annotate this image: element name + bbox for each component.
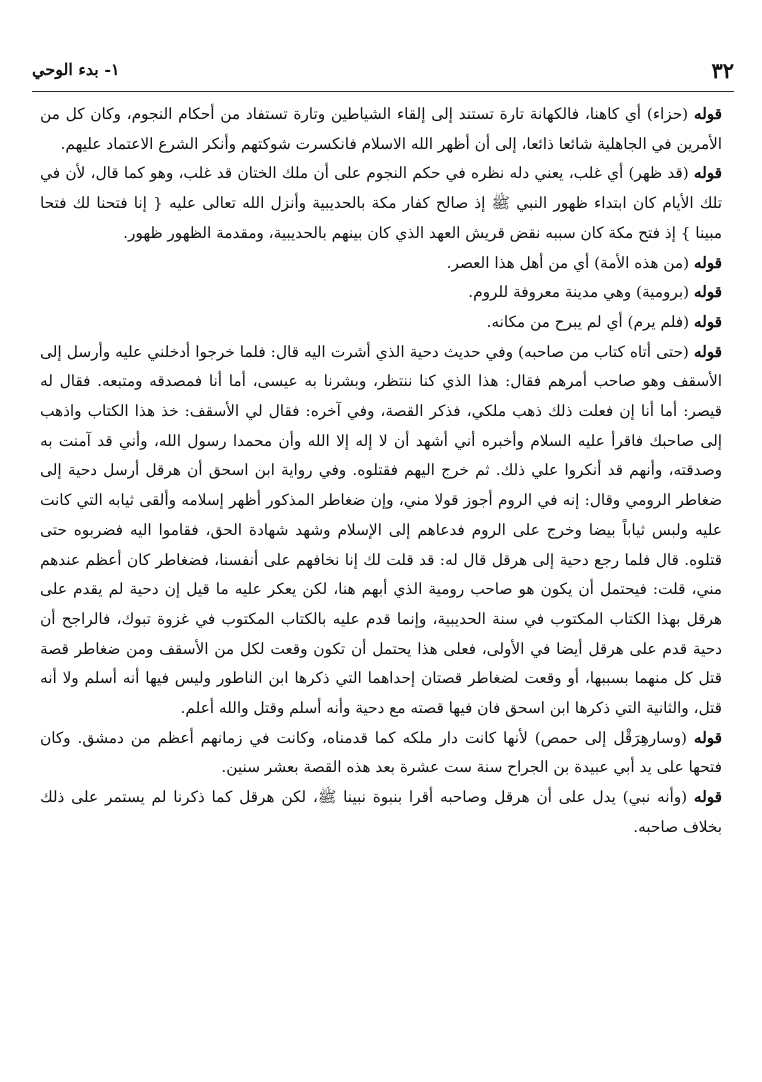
paragraph-text: (من هذه الأمة) أي من أهل هذا العصر. bbox=[446, 253, 694, 272]
paragraph-text: (حزاء) أي كاهنا، فالكهانة تارة تستند إلى إلقاء الشياطين وتارة تستفاد من أحكام النجوم، وكان كل من الأمرين في الجاهلية شائعا ذائعا، إلى أن أظهر الله الاسلام فانكسرت شوكتهم وأنكر الشرع الاعتماد عليهم. bbox=[40, 105, 722, 153]
paragraph bbox=[40, 783, 722, 842]
paragraph-text: (برومية) وهي مدينة معروفة للروم. bbox=[468, 283, 694, 302]
page-number: ٣٢ bbox=[711, 58, 734, 83]
paragraph bbox=[40, 159, 722, 248]
paragraph bbox=[40, 100, 722, 159]
page-header bbox=[32, 54, 734, 88]
chapter-title: ١- بدء الوحي bbox=[32, 60, 120, 79]
paragraph-lead: قوله bbox=[693, 164, 722, 183]
paragraph-text: (وسارهِرَقْل إلى حمص) لأنها كانت دار ملكه كما قدمناه، وكانت في زمانهم أعظم من دمشق. وكان فتحها على يد أبي عبيدة بن الجراح سنة ست عشرة بعد هذه القصة بعشر سنين. bbox=[40, 728, 722, 777]
commentary-text bbox=[40, 100, 722, 843]
paragraph-lead: قوله bbox=[693, 312, 722, 331]
paragraph-lead: قوله bbox=[693, 788, 722, 807]
paragraph bbox=[40, 249, 722, 279]
paragraph-text: (حتى أتاه كتاب من صاحبه) وفي حديث دحية الذي أشرت اليه قال: فلما خرجوا أدخلني عليه وأرسل إلى الأسقف وهو صاحب أمرهم فقال: هذا الذي كنا ننتظر، وبشرنا به عيسى، أما أنا فمصدقه ومتبعه. فقال له قيصر: أما أنا إن فعلت ذلك ذهب ملكي، فذكر القصة، وفي آخره: فقال لي الأسقف: خذ هذا الكتاب واذهب إلى صاحبك فاقرأ عليه السلام وأخبره أني أشهد أن لا إله إلا الله وأن محمدا رسول الله، وأني قد آمنت به وصدقته، وأنهم قد أنكروا علي ذلك. ثم خرج اليهم فقتلوه. وفي رواية ابن اسحق أن هرقل أرسل دحية إلى ضغاطر الرومي وقال: إنه في الروم أجوز قولا مني، وإن ضغاطر المذكور أظهر إسلامه وألقى ثيابه التي كانت عليه ولبس ثياباً بيضا وخرج على الروم فدعاهم إلى الإسلام وشهد شهادة الحق، فقاموا اليه فضربوه حتى قتلوه. قال فلما رجع دحية إلى هرقل قال له: قد قلت لك إنا نخافهم على أنفسنا، فضغاطر كان أعظم عندهم مني، قلت: فيحتمل أن يكون هو صاحب رومية الذي أبهم هنا، لكن يعكر عليه ما قيل إن دحية لم يقدم على هرقل بهذا الكتاب المكتوب في سنة الحديبية، وإنما قدم عليه بالكتاب المكتوب في غزوة تبوك، فالراجح أن دحية قدم على هرقل أيضا في الأولى، فعلى هذا يحتمل أن تكون وقعت لكل من الأسقف ومن ضغاطر قصة قتل كل منهما بسببها، أو وقعت لضغاطر قصتان إحداهما التي ذكرها ابن الناطور وليس فيها أنه أسلم ولا أنه قتل، والثانية التي ذكرها ابن اسحق فان فيها قصته مع دحية وأنه أسلم وقتل والله أعلم. bbox=[40, 342, 722, 718]
paragraph bbox=[40, 338, 722, 724]
paragraph bbox=[40, 308, 722, 338]
paragraph-lead: قوله bbox=[693, 728, 722, 747]
paragraph-lead: قوله bbox=[693, 342, 722, 361]
paragraph bbox=[40, 278, 722, 308]
paragraph-lead: قوله bbox=[693, 283, 722, 302]
paragraph-text: (وأنه نبي) يدل على أن هرقل وصاحبه أقرا بنبوة نبينا ﷺ، لكن هرقل كما ذكرنا لم يستمر على ذلك بخلاف صاحبه. bbox=[40, 788, 722, 836]
paragraph-lead: قوله bbox=[693, 253, 722, 272]
paragraph bbox=[40, 724, 722, 783]
paragraph-text: (فلم يرم) أي لم يبرح من مكانه. bbox=[486, 312, 694, 331]
paragraph-lead: قوله bbox=[693, 105, 722, 123]
header-divider bbox=[32, 91, 734, 92]
paragraph-text: (قد ظهر) أي غلب، يعني دله نظره في حكم النجوم على أن ملك الختان قد غلب، وهو كما قال، لأن في تلك الأيام كان ابتداء ظهور النبي ﷺ إذ صالح كفار مكة بالحديبية وأنزل الله تعالى عليه { إنا فتحنا لك فتحا مبينا } إذ فتح مكة كان سببه نقض قريش العهد الذي كان بينهم بالحديبية، ومقدمة الظهور ظهور. bbox=[40, 164, 722, 242]
